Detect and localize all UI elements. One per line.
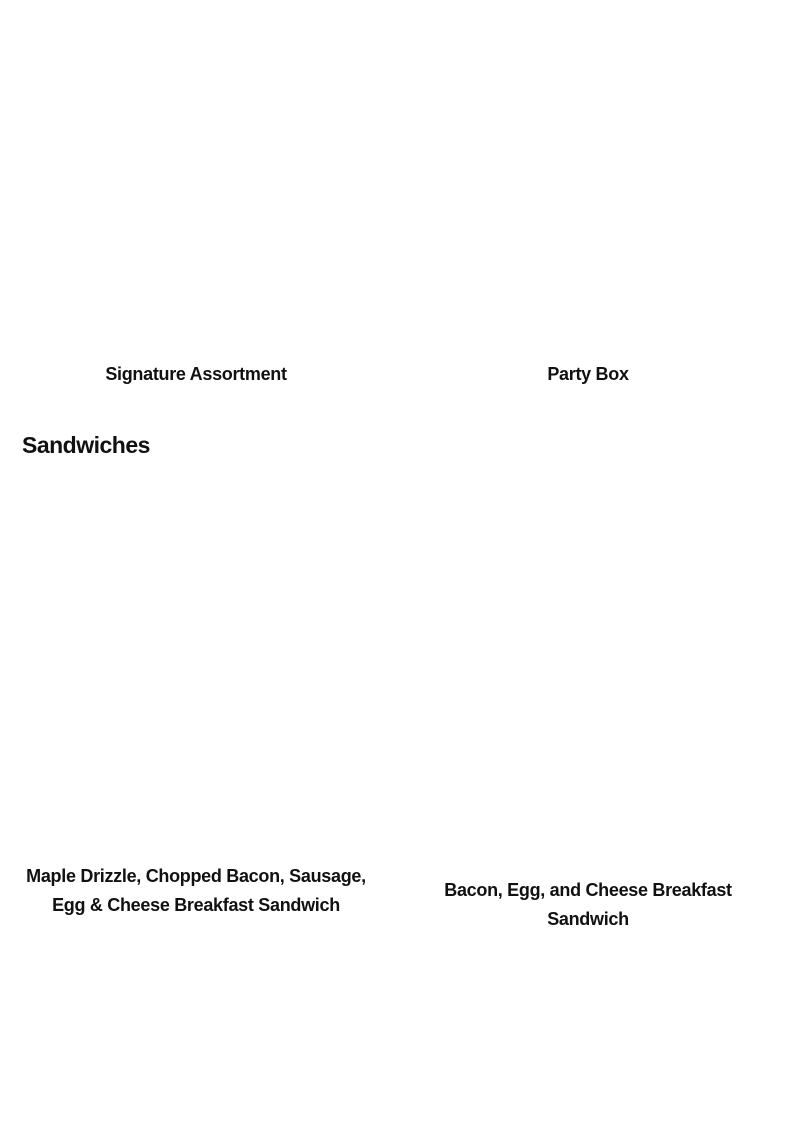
- product-image[interactable]: [412, 0, 764, 345]
- product-name[interactable]: Party Box: [547, 364, 629, 384]
- product-card[interactable]: [0, 480, 392, 930]
- product-image[interactable]: [412, 480, 764, 830]
- product-image[interactable]: [20, 0, 372, 345]
- product-grid-sandwiches: [0, 480, 785, 930]
- product-grid-top: [0, 0, 785, 400]
- product-name[interactable]: Bacon, Egg, and Cheese Breakfast Sandwich: [444, 880, 732, 929]
- product-name[interactable]: Maple Drizzle, Chopped Bacon, Sausage, Egg & Cheese Breakfast Sandwich: [26, 866, 366, 915]
- product-card[interactable]: [392, 480, 784, 930]
- product-card[interactable]: [392, 0, 784, 400]
- product-name[interactable]: Signature Assortment: [105, 364, 287, 384]
- product-card[interactable]: [0, 0, 392, 400]
- section-title-sandwiches: Sandwiches: [22, 432, 150, 458]
- product-image[interactable]: [20, 480, 372, 830]
